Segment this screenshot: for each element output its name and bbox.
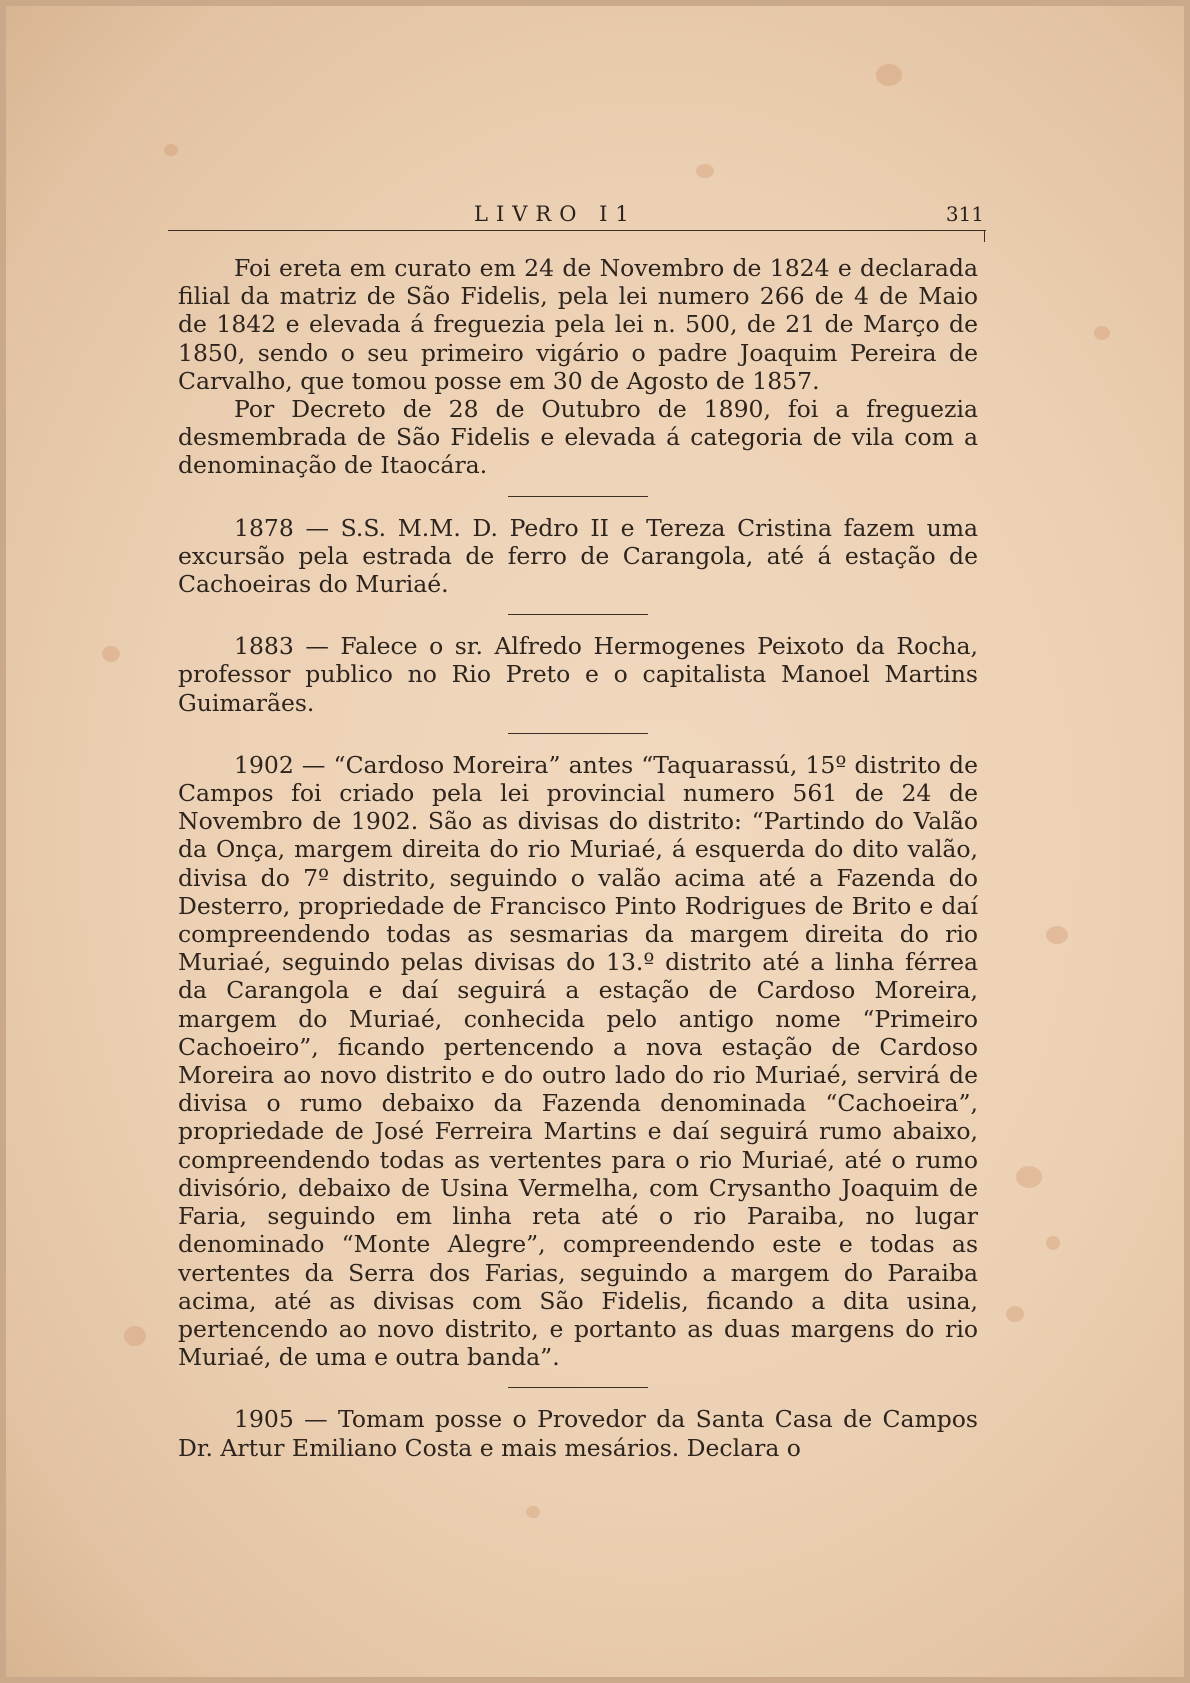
header-rule [168, 230, 986, 231]
paragraph-1902: 1902 — “Cardoso Moreira” antes “Taquarassú, 15º distrito de Campos foi criado pela lei provincial numero 561 de 24 de Novembro de 1902. São as divisas do distrito: “Partindo do Valão da Onça, margem direita do rio Muriaé, á esquerda do dito valão, divisa do 7º distrito, seguindo o valão acima até a Fazenda do Desterro, propriedade de Francisco Pinto Rodrigues de Brito e daí compreendendo todas as sesmarias da margem direita do rio Muriaé, seguindo pelas divisas do 13.º distrito até a linha férrea da Carangola e daí seguirá a estação de Cardoso Moreira, margem do Muriaé, conhecida pelo antigo nome “Primeiro Cachoeiro”, ficando pertencendo a nova estação de Cardoso Moreira ao novo distrito e do outro lado do rio Muriaé, servirá de divisa o rumo debaixo da Fazenda denominada “Cachoeira”, propriedade de José Ferreira Martins e daí seguirá rumo abaixo, compreendendo todas as vertentes para o rio Muriaé, até o rumo divisório, debaixo de Usina Vermelha, com Crysantho Joaquim de Faria, seguindo em linha reta até o rio Paraiba, no lugar denominado “Monte Alegre”, compreendendo este e todas as vertentes da Serra dos Farias, seguindo a margem do Paraiba acima, até as divisas com São Fidelis, ficando a dita usina, pertencendo ao novo distrito, e portanto as duas margens do rio Muriaé, de uma e outra banda”. [178, 750, 978, 1372]
paragraph-curato: Foi ereta em curato em 24 de Novembro de 1824 e declarada filial da matriz de São Fidelis, pela lei numero 266 de 4 de Maio de 1842 e elevada á freguezia pela lei n. 500, de 21 de Março de 1850, sendo o seu primeiro vigário o padre Joaquim Pereira de Carvalho, que tomou posse em 30 de Agosto de 1857. [178, 254, 978, 395]
paragraph-1878: 1878 — S.S. M.M. D. Pedro II e Tereza Cristina fazem uma excursão pela estrada de ferro de Carangola, até á estação de Cachoeiras do Muriaé. [178, 513, 978, 599]
paragraph-decreto: Por Decreto de 28 de Outubro de 1890, foi a freguezia desmembrada de São Fidelis e elevada á categoria de vila com a denominação de Itaocára. [178, 395, 978, 480]
section-separator [508, 733, 648, 734]
running-title: LIVRO I1 [474, 202, 637, 226]
section-separator [508, 614, 648, 615]
paragraph-1905: 1905 — Tomam posse o Provedor da Santa Casa de Campos Dr. Artur Emiliano Costa e mais mesários. Declara o [178, 1405, 978, 1462]
page-number: 311 [945, 202, 984, 226]
paragraph-1883: 1883 — Falece o sr. Alfredo Hermogenes Peixoto da Rocha, professor publico no Rio Preto e o capitalista Manoel Martins Guimarães. [178, 632, 978, 717]
header-rule-tick [984, 230, 985, 242]
section-separator [508, 1387, 648, 1388]
section-separator [508, 496, 648, 497]
book-page [6, 6, 1184, 1677]
body-text [178, 254, 978, 1462]
running-header [174, 202, 984, 230]
